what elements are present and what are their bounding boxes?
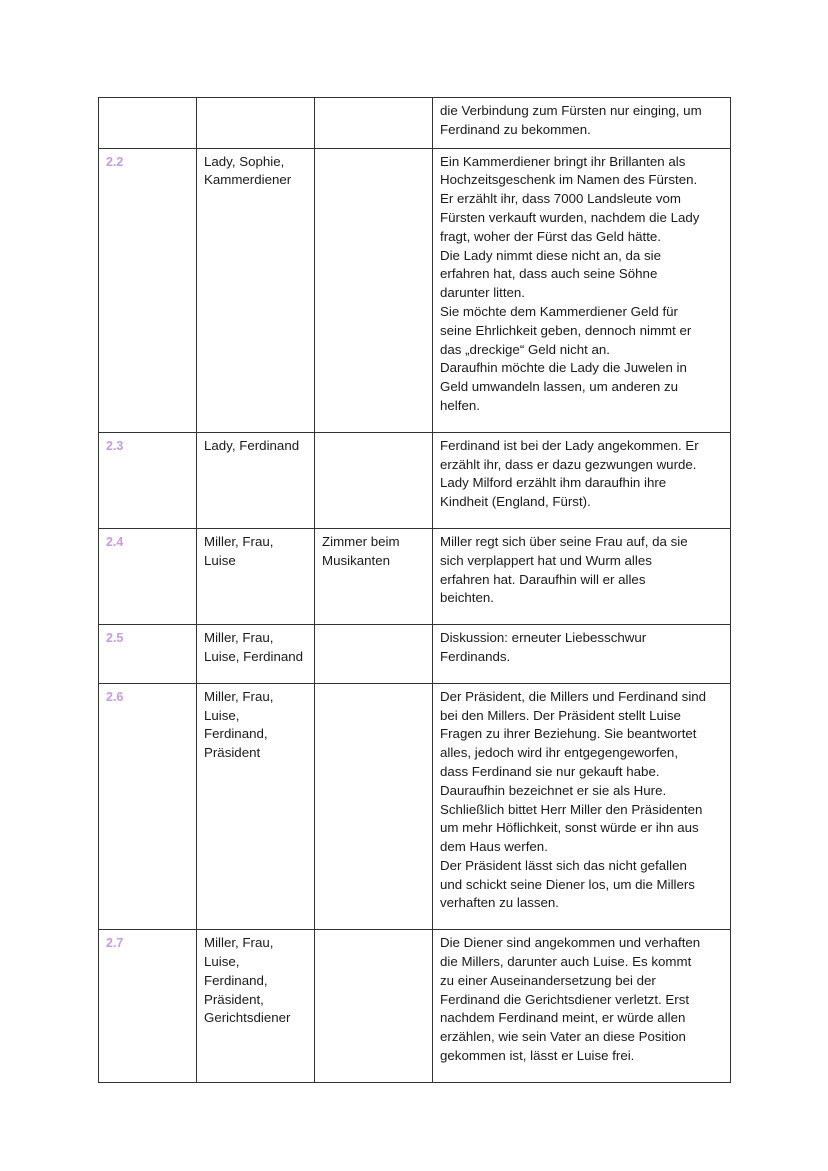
- content-line: Der Präsident lässt sich das nicht gefallen: [440, 857, 687, 873]
- table-row: [99, 432, 731, 528]
- location-cell: [315, 432, 433, 528]
- location-cell: [315, 930, 433, 1083]
- content-line: Schließlich bittet Herr Miller den Präsidenten: [440, 801, 703, 817]
- character-line: Luise, Ferdinand: [204, 648, 304, 664]
- content-line: Fragen zu ihrer Beziehung. Sie beantwortet: [440, 726, 697, 742]
- content-line: Ferdinand ist bei der Lady angekommen. Er: [440, 437, 699, 453]
- content-line: nachdem Ferdinand meint, er würde allen: [440, 1010, 686, 1026]
- character-line: Miller, Frau,: [204, 688, 274, 704]
- content-line: Daraufhin möchte die Lady die Juwelen in: [440, 360, 687, 376]
- content-line: um mehr Höflichkeit, sonst würde er ihn aus: [440, 820, 699, 836]
- characters-cell: [197, 432, 315, 528]
- content-cell: [433, 528, 731, 624]
- table-row: [99, 148, 731, 432]
- content-line: Dauraufhin bezeichnet er sie als Hure.: [440, 782, 667, 798]
- content-line: Kindheit (England, Fürst).: [440, 494, 591, 510]
- location-cell: [315, 625, 433, 684]
- scene-number-cell: [99, 930, 197, 1083]
- content-line: das „dreckige“ Geld nicht an.: [440, 341, 610, 357]
- content-line: darunter litten.: [440, 285, 526, 301]
- content-line: erzählen, wie sein Vater an diese Position: [440, 1029, 686, 1045]
- character-line: Luise,: [204, 707, 240, 723]
- content-line: erfahren hat. Daraufhin will er alles: [440, 571, 646, 587]
- content-line: erzählt ihr, dass er dazu gezwungen wurde.: [440, 456, 697, 472]
- content-line: Ein Kammerdiener bringt ihr Brillanten als: [440, 153, 686, 169]
- content-line: Diskussion: erneuter Liebesschwur: [440, 630, 647, 646]
- scene-number: 2.6: [106, 689, 124, 704]
- content-cell: [433, 683, 731, 930]
- content-line: Hochzeitsgeschenk im Namen des Fürsten.: [440, 172, 698, 188]
- characters-cell: [197, 148, 315, 432]
- characters-cell: [197, 683, 315, 930]
- scene-number: 2.7: [106, 936, 124, 951]
- scene-number-cell: [99, 98, 197, 149]
- character-line: Ferdinand,: [204, 972, 268, 988]
- content-line: die Millers, darunter auch Luise. Es kommt: [440, 954, 692, 970]
- characters-cell: [197, 98, 315, 149]
- content-line: bei den Millers. Der Präsident stellt Luise: [440, 707, 681, 723]
- content-line: Ferdinand die Gerichtsdiener verletzt. Erst: [440, 991, 690, 1007]
- location-line: Zimmer beim: [322, 533, 400, 549]
- table-row: [99, 930, 731, 1083]
- scene-table-body: [99, 98, 731, 1083]
- scene-number-cell: [99, 432, 197, 528]
- character-line: Lady, Ferdinand: [204, 437, 300, 453]
- character-line: Ferdinand,: [204, 726, 268, 742]
- content-line: Der Präsident, die Millers und Ferdinand sind: [440, 688, 707, 704]
- content-line: Geld umwandeln lassen, um anderen zu: [440, 379, 679, 395]
- character-line: Gerichtsdiener: [204, 1010, 291, 1026]
- table-row: [99, 98, 731, 149]
- scene-number: 2.4: [106, 534, 124, 549]
- content-cell: [433, 625, 731, 684]
- characters-cell: [197, 625, 315, 684]
- content-cell: [433, 148, 731, 432]
- content-line: helfen.: [440, 397, 480, 413]
- content-line: dem Haus werfen.: [440, 839, 548, 855]
- content-line: erfahren hat, dass auch seine Söhne: [440, 266, 658, 282]
- content-line: Sie möchte dem Kammerdiener Geld für: [440, 303, 678, 319]
- content-line: verhaften zu lassen.: [440, 895, 560, 911]
- character-line: Kammerdiener: [204, 172, 292, 188]
- character-line: Miller, Frau,: [204, 935, 274, 951]
- table-row: [99, 528, 731, 624]
- scene-number: 2.3: [106, 438, 124, 453]
- location-line: Musikanten: [322, 552, 390, 568]
- content-line: dass Ferdinand sie nur gekauft habe.: [440, 763, 660, 779]
- content-line: die Verbindung zum Fürsten nur einging, um: [440, 103, 702, 118]
- content-line: gekommen ist, lässt er Luise frei.: [440, 1048, 635, 1064]
- content-cell: [433, 930, 731, 1083]
- content-line: und schickt seine Diener los, um die Millers: [440, 876, 695, 892]
- character-line: Luise,: [204, 954, 240, 970]
- content-line: Ferdinand zu bekommen.: [440, 121, 591, 137]
- scene-number: 2.2: [106, 154, 124, 169]
- table-row: [99, 683, 731, 930]
- content-line: Die Lady nimmt diese nicht an, da sie: [440, 247, 661, 263]
- content-line: fragt, woher der Fürst das Geld hätte.: [440, 228, 661, 244]
- content-line: sich verplappert hat und Wurm alles: [440, 552, 652, 568]
- table-row: [99, 625, 731, 684]
- content-cell: [433, 432, 731, 528]
- scene-number-cell: [99, 625, 197, 684]
- content-line: Lady Milford erzählt ihm daraufhin ihre: [440, 475, 667, 491]
- character-line: Präsident,: [204, 991, 264, 1007]
- location-cell: [315, 148, 433, 432]
- location-cell: [315, 98, 433, 149]
- content-line: Er erzählt ihr, dass 7000 Landsleute vom: [440, 191, 681, 207]
- scene-number-cell: [99, 683, 197, 930]
- location-cell: [315, 683, 433, 930]
- content-line: zu einer Auseinandersetzung bei der: [440, 972, 656, 988]
- character-line: Luise: [204, 552, 236, 568]
- characters-cell: [197, 528, 315, 624]
- content-line: Ferdinands.: [440, 648, 511, 664]
- content-line: seine Ehrlichkeit geben, dennoch nimmt er: [440, 322, 692, 338]
- content-cell: [433, 98, 731, 149]
- content-line: beichten.: [440, 590, 494, 606]
- scene-number: 2.5: [106, 631, 124, 646]
- content-line: alles, jedoch wird ihr entgegengeworfen,: [440, 745, 679, 761]
- scene-number-cell: [99, 148, 197, 432]
- location-cell: [315, 528, 433, 624]
- character-line: Miller, Frau,: [204, 533, 274, 549]
- scene-table: [98, 97, 731, 1083]
- characters-cell: [197, 930, 315, 1083]
- content-line: Fürsten verkauft wurden, nachdem die Lady: [440, 209, 700, 225]
- character-line: Miller, Frau,: [204, 630, 274, 646]
- content-line: Miller regt sich über seine Frau auf, da sie: [440, 533, 688, 549]
- scene-number-cell: [99, 528, 197, 624]
- character-line: Lady, Sophie,: [204, 153, 285, 169]
- content-line: Die Diener sind angekommen und verhaften: [440, 935, 701, 951]
- character-line: Präsident: [204, 745, 261, 761]
